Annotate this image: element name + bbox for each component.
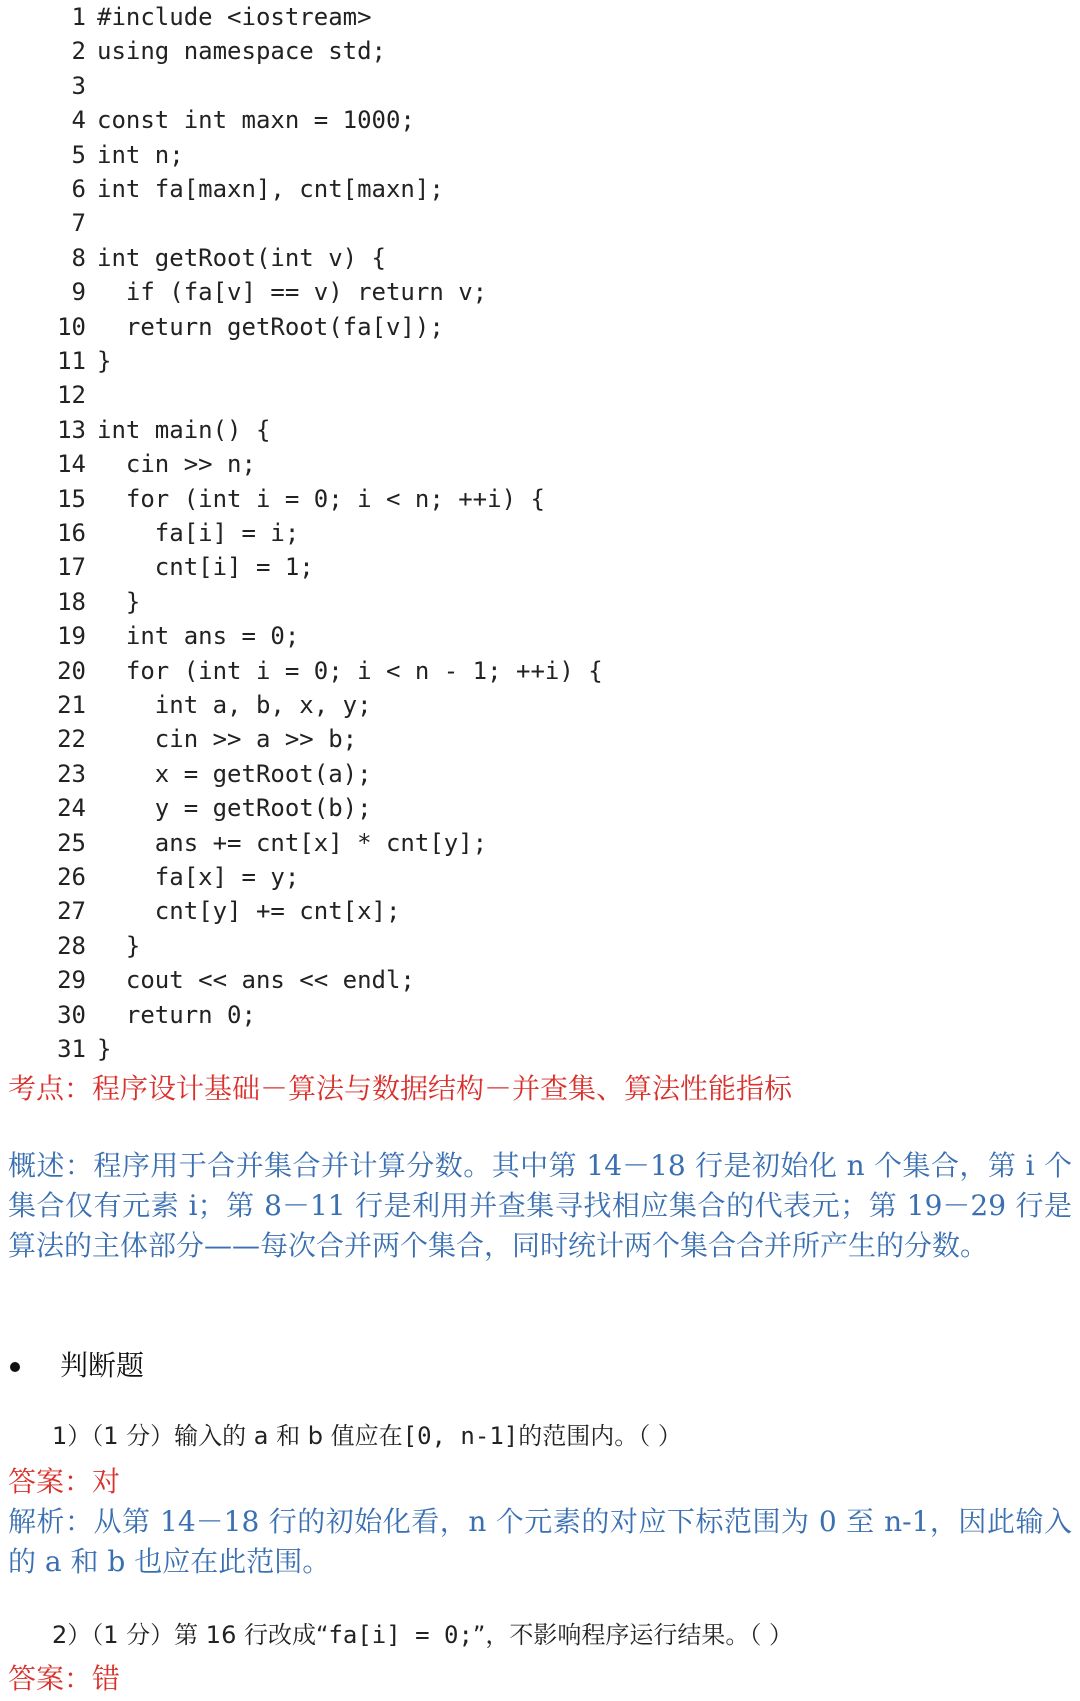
code-text: fa[x] = y; xyxy=(97,863,300,891)
code-text: for (int i = 0; i < n - 1; ++i) { xyxy=(97,656,603,685)
code-text: y = getRoot(b); xyxy=(97,794,372,823)
line-number: 11 xyxy=(57,347,86,375)
code-text: fa[i] = i; xyxy=(97,519,300,547)
line-number: 2 xyxy=(71,37,86,66)
question-1 xyxy=(52,1418,682,1454)
line-number: 29 xyxy=(57,966,86,995)
line-number: 25 xyxy=(57,828,86,857)
code-text: return getRoot(fa[v]); xyxy=(97,312,444,341)
bullet-icon xyxy=(10,1362,20,1372)
line-number: 20 xyxy=(57,656,86,685)
code-text: if (fa[v] == v) return v; xyxy=(97,278,488,307)
code-text: } xyxy=(97,347,112,375)
question-2-code: fa[i] = 0; xyxy=(328,1621,473,1649)
code-text: int ans = 0; xyxy=(97,622,300,651)
code-text: using namespace std; xyxy=(97,37,386,66)
line-number: 13 xyxy=(57,415,86,444)
question-1-code: [0, n-1] xyxy=(402,1422,519,1450)
code-text: int n; xyxy=(97,140,184,169)
code-text: } xyxy=(97,1035,112,1063)
code-text: const int maxn = 1000; xyxy=(97,106,415,135)
code-text: ans += cnt[x] * cnt[y]; xyxy=(97,828,488,857)
code-text: int a, b, x, y; xyxy=(97,691,372,719)
line-number: 9 xyxy=(71,278,86,307)
explanation-1: 解析：从第 14－18 行的初始化看，n 个元素的对应下标范围为 0 至 n-1，因此输入的 a 和 b 也应在此范围。 xyxy=(8,1505,1072,1578)
topic-line: 考点：程序设计基础－算法与数据结构－并查集、算法性能指标 xyxy=(8,1072,793,1105)
code-text: cin >> n; xyxy=(97,450,256,479)
line-number: 31 xyxy=(57,1035,86,1063)
line-number: 19 xyxy=(57,622,86,651)
question-1-suffix: 的范围内。（ ） xyxy=(518,1422,682,1450)
code-text: cnt[i] = 1; xyxy=(97,553,314,582)
section-title: 判断题 xyxy=(60,1349,145,1382)
line-number: 4 xyxy=(71,106,86,135)
line-number: 16 xyxy=(57,519,86,547)
question-2-suffix: ”，不影响程序运行结果。（ ） xyxy=(472,1621,793,1649)
overview-paragraph: 概述：程序用于合并集合并计算分数。其中第 14－18 行是初始化 n 个集合，第 i 个集合仅有元素 i；第 8－11 行是利用并查集寻找相应集合的代表元；第 19－29 行是算法的主体部分——每次合并两个集合，同时统计两个集合合并所产生的分数。 xyxy=(8,1149,1072,1262)
line-number: 5 xyxy=(71,140,86,169)
code-text: return 0; xyxy=(97,1000,256,1029)
answer-2: 答案：错 xyxy=(8,1662,121,1695)
code-text: cnt[y] += cnt[x]; xyxy=(97,897,401,926)
code-text: } xyxy=(97,931,141,960)
line-number: 22 xyxy=(57,725,86,754)
code-text: for (int i = 0; i < n; ++i) { xyxy=(97,484,545,513)
code-text: int fa[maxn], cnt[maxn]; xyxy=(97,175,444,203)
line-number: 10 xyxy=(57,312,86,341)
code-text: int main() { xyxy=(97,415,271,444)
code-text: int getRoot(int v) { xyxy=(97,243,386,272)
line-number: 1 xyxy=(71,3,86,31)
line-number: 6 xyxy=(71,175,86,203)
line-number: 12 xyxy=(57,381,86,410)
code-text: #include <iostream> xyxy=(97,3,372,31)
code-text: cin >> a >> b; xyxy=(97,725,358,754)
code-text: cout << ans << endl; xyxy=(97,966,415,995)
line-number: 21 xyxy=(57,691,86,719)
line-number: 15 xyxy=(57,484,86,513)
line-number: 18 xyxy=(57,587,86,616)
code-text: } xyxy=(97,587,141,616)
question-1-prefix: 1）（1 分）输入的 a 和 b 值应在 xyxy=(52,1422,403,1450)
line-number: 23 xyxy=(57,759,86,788)
answer-1: 答案：对 xyxy=(8,1465,121,1498)
line-number: 26 xyxy=(57,863,86,891)
section-heading xyxy=(8,1346,144,1386)
code-text: x = getRoot(a); xyxy=(97,759,372,788)
line-number: 30 xyxy=(57,1000,86,1029)
line-number: 8 xyxy=(71,243,86,272)
question-2 xyxy=(52,1617,793,1653)
line-number: 17 xyxy=(57,553,86,582)
line-number: 3 xyxy=(71,71,86,100)
line-number: 7 xyxy=(71,209,86,238)
line-number: 27 xyxy=(57,897,86,926)
line-number: 24 xyxy=(57,794,86,823)
line-number: 28 xyxy=(57,931,86,960)
line-number: 14 xyxy=(57,450,86,479)
question-2-prefix: 2）（1 分）第 16 行改成“ xyxy=(52,1621,329,1649)
